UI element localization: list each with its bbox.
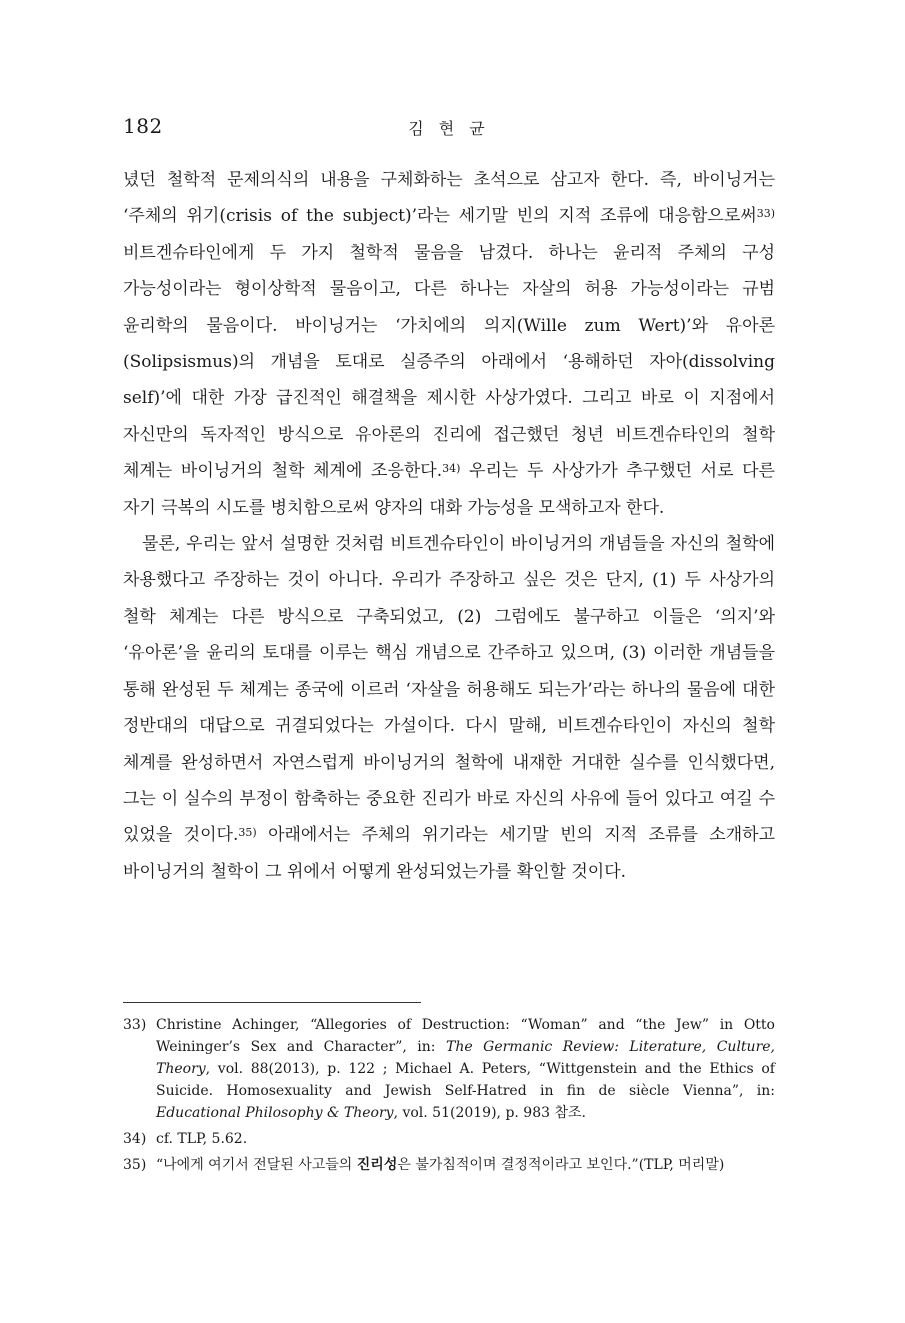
journal-title: The Germanic Review: Literature, Culture, Theory [156, 1039, 775, 1077]
footnote-ref-35[interactable]: 35) [238, 826, 257, 840]
footnote-number: 34) [123, 1131, 147, 1147]
running-head-author: 김 현 균 [408, 119, 490, 138]
journal-title: Educational Philosophy & Theory [156, 1105, 394, 1121]
footnote-text: 은 불가침적이며 결정적이라고 보인다.”(TLP, 머리말) [397, 1157, 725, 1173]
footnote-33 [123, 1014, 775, 1124]
paragraph-1-text-a: 녔던 철학적 문제의식의 내용을 구체화하는 초석으로 삼고자 한다. 즉, 바이닝거는 ‘주체의 위기(crisis of the subject)’라는 세기말 빈의 지적 조류에 대응함으로써 [123, 170, 775, 227]
body-text [123, 162, 775, 890]
footnote-34 [123, 1128, 775, 1150]
paragraph-1-text-b: 비트겐슈타인에게 두 가지 철학적 물음을 남겼다. 하나는 윤리적 주체의 구성 가능성이라는 형이상학적 물음이고, 다른 하나는 자살의 허용 가능성이라는 규범 윤리학의 물음이다. 바이닝거는 ‘가치에의 의지(Wille zum Wert)’와 유아론(Solipsismus)의 개념을 토대로 실증주의 아래에서 ‘용해하던 자아(dissolving self)’에 대한 가장 급진적인 해결책을 제시한 사상가였다. 그리고 바로 이 지점에서 자신만의 독자적인 방식으로 유아론의 진리에 접근했던 청년 비트겐슈타인의 철학 체계는 바이닝거의 철학 체계에 조응한다. [123, 242, 775, 482]
emphasized-term: 진리성 [356, 1157, 398, 1173]
footnote-35 [123, 1154, 775, 1176]
page-number: 182 [123, 114, 163, 138]
footnote-text: Christine Achinger, “Allegories of Destruction: “Woman” and “the Jew” in Otto Weininger’s Sex and Character”, in: [156, 1017, 775, 1055]
footnote-number: 35) [123, 1157, 147, 1173]
footnote-text: “나에게 여기서 전달된 사고들의 [156, 1157, 357, 1173]
footnote-number: 33) [123, 1017, 147, 1033]
paragraph-2 [123, 526, 775, 890]
footnote-text: , vol. 88(2013), p. 122 ; Michael A. Peters, “Wittgenstein and the Ethics of Suicide. Homosexuality and Jewish Self-Hatred in fin de siècle Vienna”, in: [156, 1061, 775, 1099]
footnotes [123, 1014, 775, 1180]
paragraph-1-text-c: 우리는 두 사상가가 추구했던 서로 다른 자기 극복의 시도를 병치함으로써 양자의 대화 가능성을 모색하고자 한다. [123, 461, 775, 518]
page-header [123, 114, 775, 144]
footnote-ref-33[interactable]: 33) [756, 207, 775, 221]
footnote-separator [123, 1002, 421, 1003]
paragraph-2-text-a: 물론, 우리는 앞서 설명한 것처럼 비트겐슈타인이 바이닝거의 개념들을 자신의 철학에 차용했다고 주장하는 것이 아니다. 우리가 주장하고 싶은 것은 단지, (1) 두 사상가의 철학 체계는 다른 방식으로 구축되었고, (2) 그럼에도 불구하고 이들은 ‘의지’와 ‘유아론’을 윤리의 토대를 이루는 핵심 개념으로 간주하고 있으며, (3) 이러한 개념들을 통해 완성된 두 체계는 종국에 이르러 ‘자살을 허용해도 되는가’라는 하나의 물음에 대한 정반대의 대답으로 귀결되었다는 가설이다. 다시 말해, 비트겐슈타인이 자신의 철학 체계를 완성하면서 자연스럽게 바이닝거의 철학에 내재한 거대한 실수를 인식했다면, 그는 이 실수의 부정이 함축하는 중요한 진리가 바로 자신의 사유에 들어 있다고 여길 수 있었을 것이다. [123, 534, 775, 846]
paragraph-1 [123, 162, 775, 526]
footnote-text: cf. TLP, 5.62. [156, 1131, 248, 1147]
footnote-text: , vol. 51(2019), p. 983 참조. [393, 1105, 586, 1121]
paragraph-2-text-b: 아래에서는 주체의 위기라는 세기말 빈의 지적 조류를 소개하고 바이닝거의 철학이 그 위에서 어떻게 완성되었는가를 확인할 것이다. [123, 825, 775, 882]
footnote-ref-34[interactable]: 34) [442, 462, 461, 476]
